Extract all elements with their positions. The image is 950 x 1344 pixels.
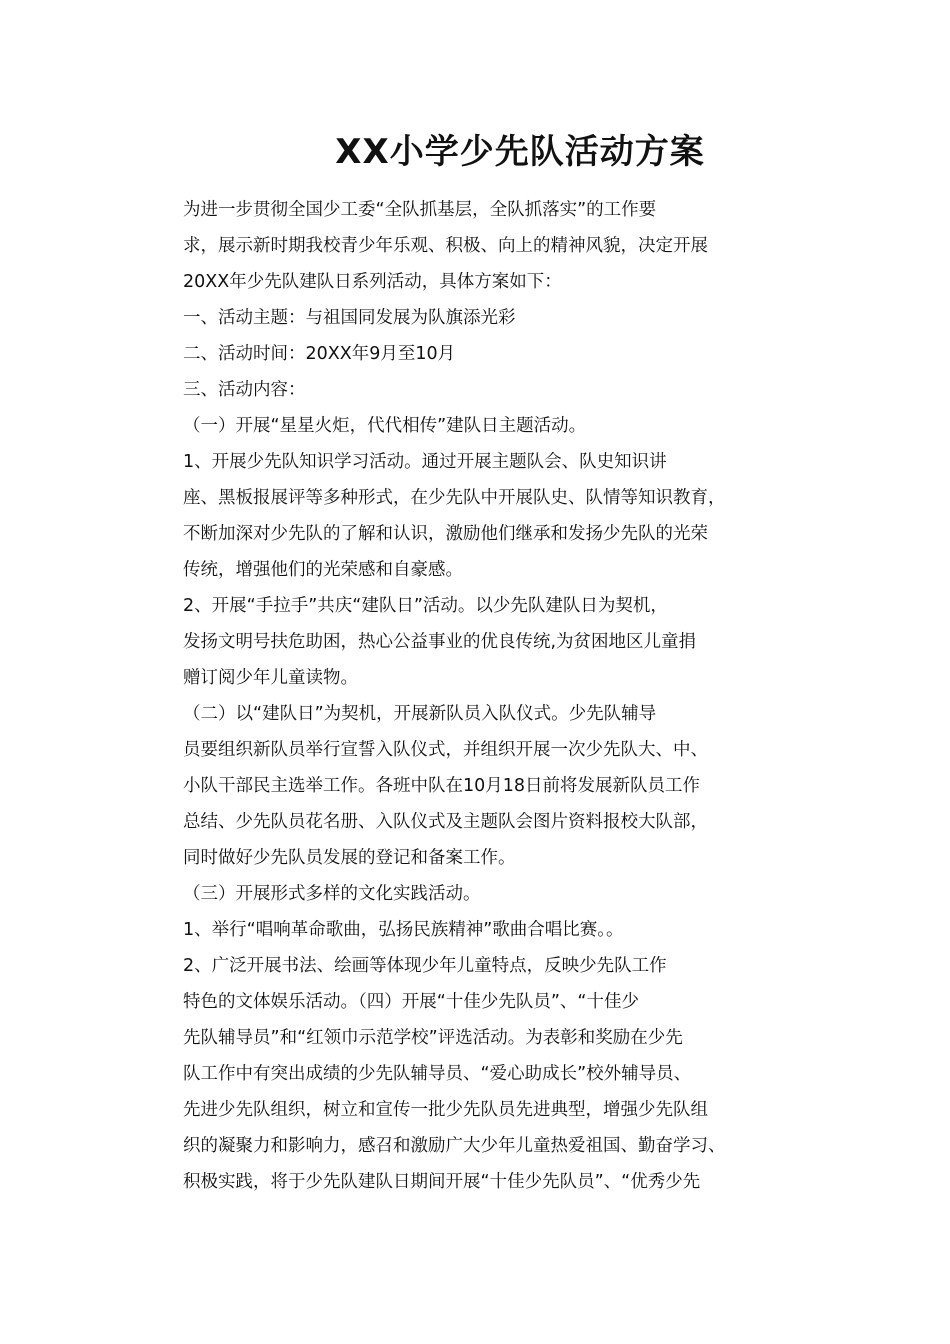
section-heading-content: 三、活动内容： [183,380,306,400]
body-line: 不断加深对少先队的了解和认识，激励他们继承和发扬少先队的光荣 [183,524,708,544]
body-line: 1、开展少先队知识学习活动。通过开展主题队会、队史知识讲 [183,452,667,472]
body-line: 先队辅导员”和“红领巾示范学校”评选活动。为表彰和奖励在少先 [183,1028,683,1048]
body-line: 队工作中有突出成绩的少先队辅导员、“爱心助成长”校外辅导员、 [183,1064,692,1084]
body-line: 总结、少先队员花名册、入队仪式及主题队会图片资料报校大队部， [183,812,708,832]
section-heading-theme: 一、活动主题：与祖国同发展为队旗添光彩 [183,308,516,328]
body-line: 为进一步贯彻全国少工委“全队抓基层，全队抓落实”的工作要 [183,200,657,220]
body-line: 赠订阅少年儿童读物。 [183,668,358,688]
body-line: 发扬文明号扶危助困，热心公益事业的优良传统,为贫困地区儿童捐 [183,632,697,652]
body-line: 员要组织新队员举行宣誓入队仪式，并组织开展一次少先队大、中、 [183,740,708,760]
body-line: 传统，增强他们的光荣感和自豪感。 [183,560,463,580]
subsection-heading-3: （三）开展形式多样的文化实践活动。 [183,884,481,904]
body-line: 20XX年少先队建队日系列活动，具体方案如下： [183,272,562,292]
body-line: 2、广泛开展书法、绘画等体现少年儿童特点，反映少先队工作 [183,956,667,976]
section-heading-time: 二、活动时间：20XX年9月至10月 [183,344,456,364]
body-line: 特色的文体娱乐活动。（四）开展“十佳少先队员”、“十佳少 [183,992,639,1012]
body-line: 座、黑板报展评等多种形式，在少先队中开展队史、队情等知识教育， [183,488,726,508]
body-line: 先进少先队组织，树立和宣传一批少先队员先进典型，增强少先队组 [183,1100,708,1120]
body-line: 2、开展“手拉手”共庆“建队日”活动。以少先队建队日为契机， [183,596,668,616]
body-line: 求，展示新时期我校青少年乐观、积极、向上的精神风貌，决定开展 [183,236,708,256]
body-line: 织的凝聚力和影响力，感召和激励广大少年儿童热爱祖国、勤奋学习、 [183,1136,726,1156]
body-line: 小队干部民主选举工作。各班中队在10月18日前将发展新队员工作 [183,776,701,796]
subsection-heading-1: （一）开展“星星火炬，代代相传”建队日主题活动。 [183,416,587,436]
document-body [183,192,823,1200]
document-title: XX小学少先队活动方案 [335,132,705,172]
body-line: 1、举行“唱响革命歌曲，弘扬民族精神”歌曲合唱比赛。。 [183,920,624,940]
body-line: 同时做好少先队员发展的登记和备案工作。 [183,848,516,868]
subsection-heading-2: （二）以“建队日”为契机，开展新队员入队仪式。少先队辅导 [183,704,657,724]
body-line: 积极实践，将于少先队建队日期间开展“十佳少先队员”、“优秀少先 [183,1172,701,1192]
